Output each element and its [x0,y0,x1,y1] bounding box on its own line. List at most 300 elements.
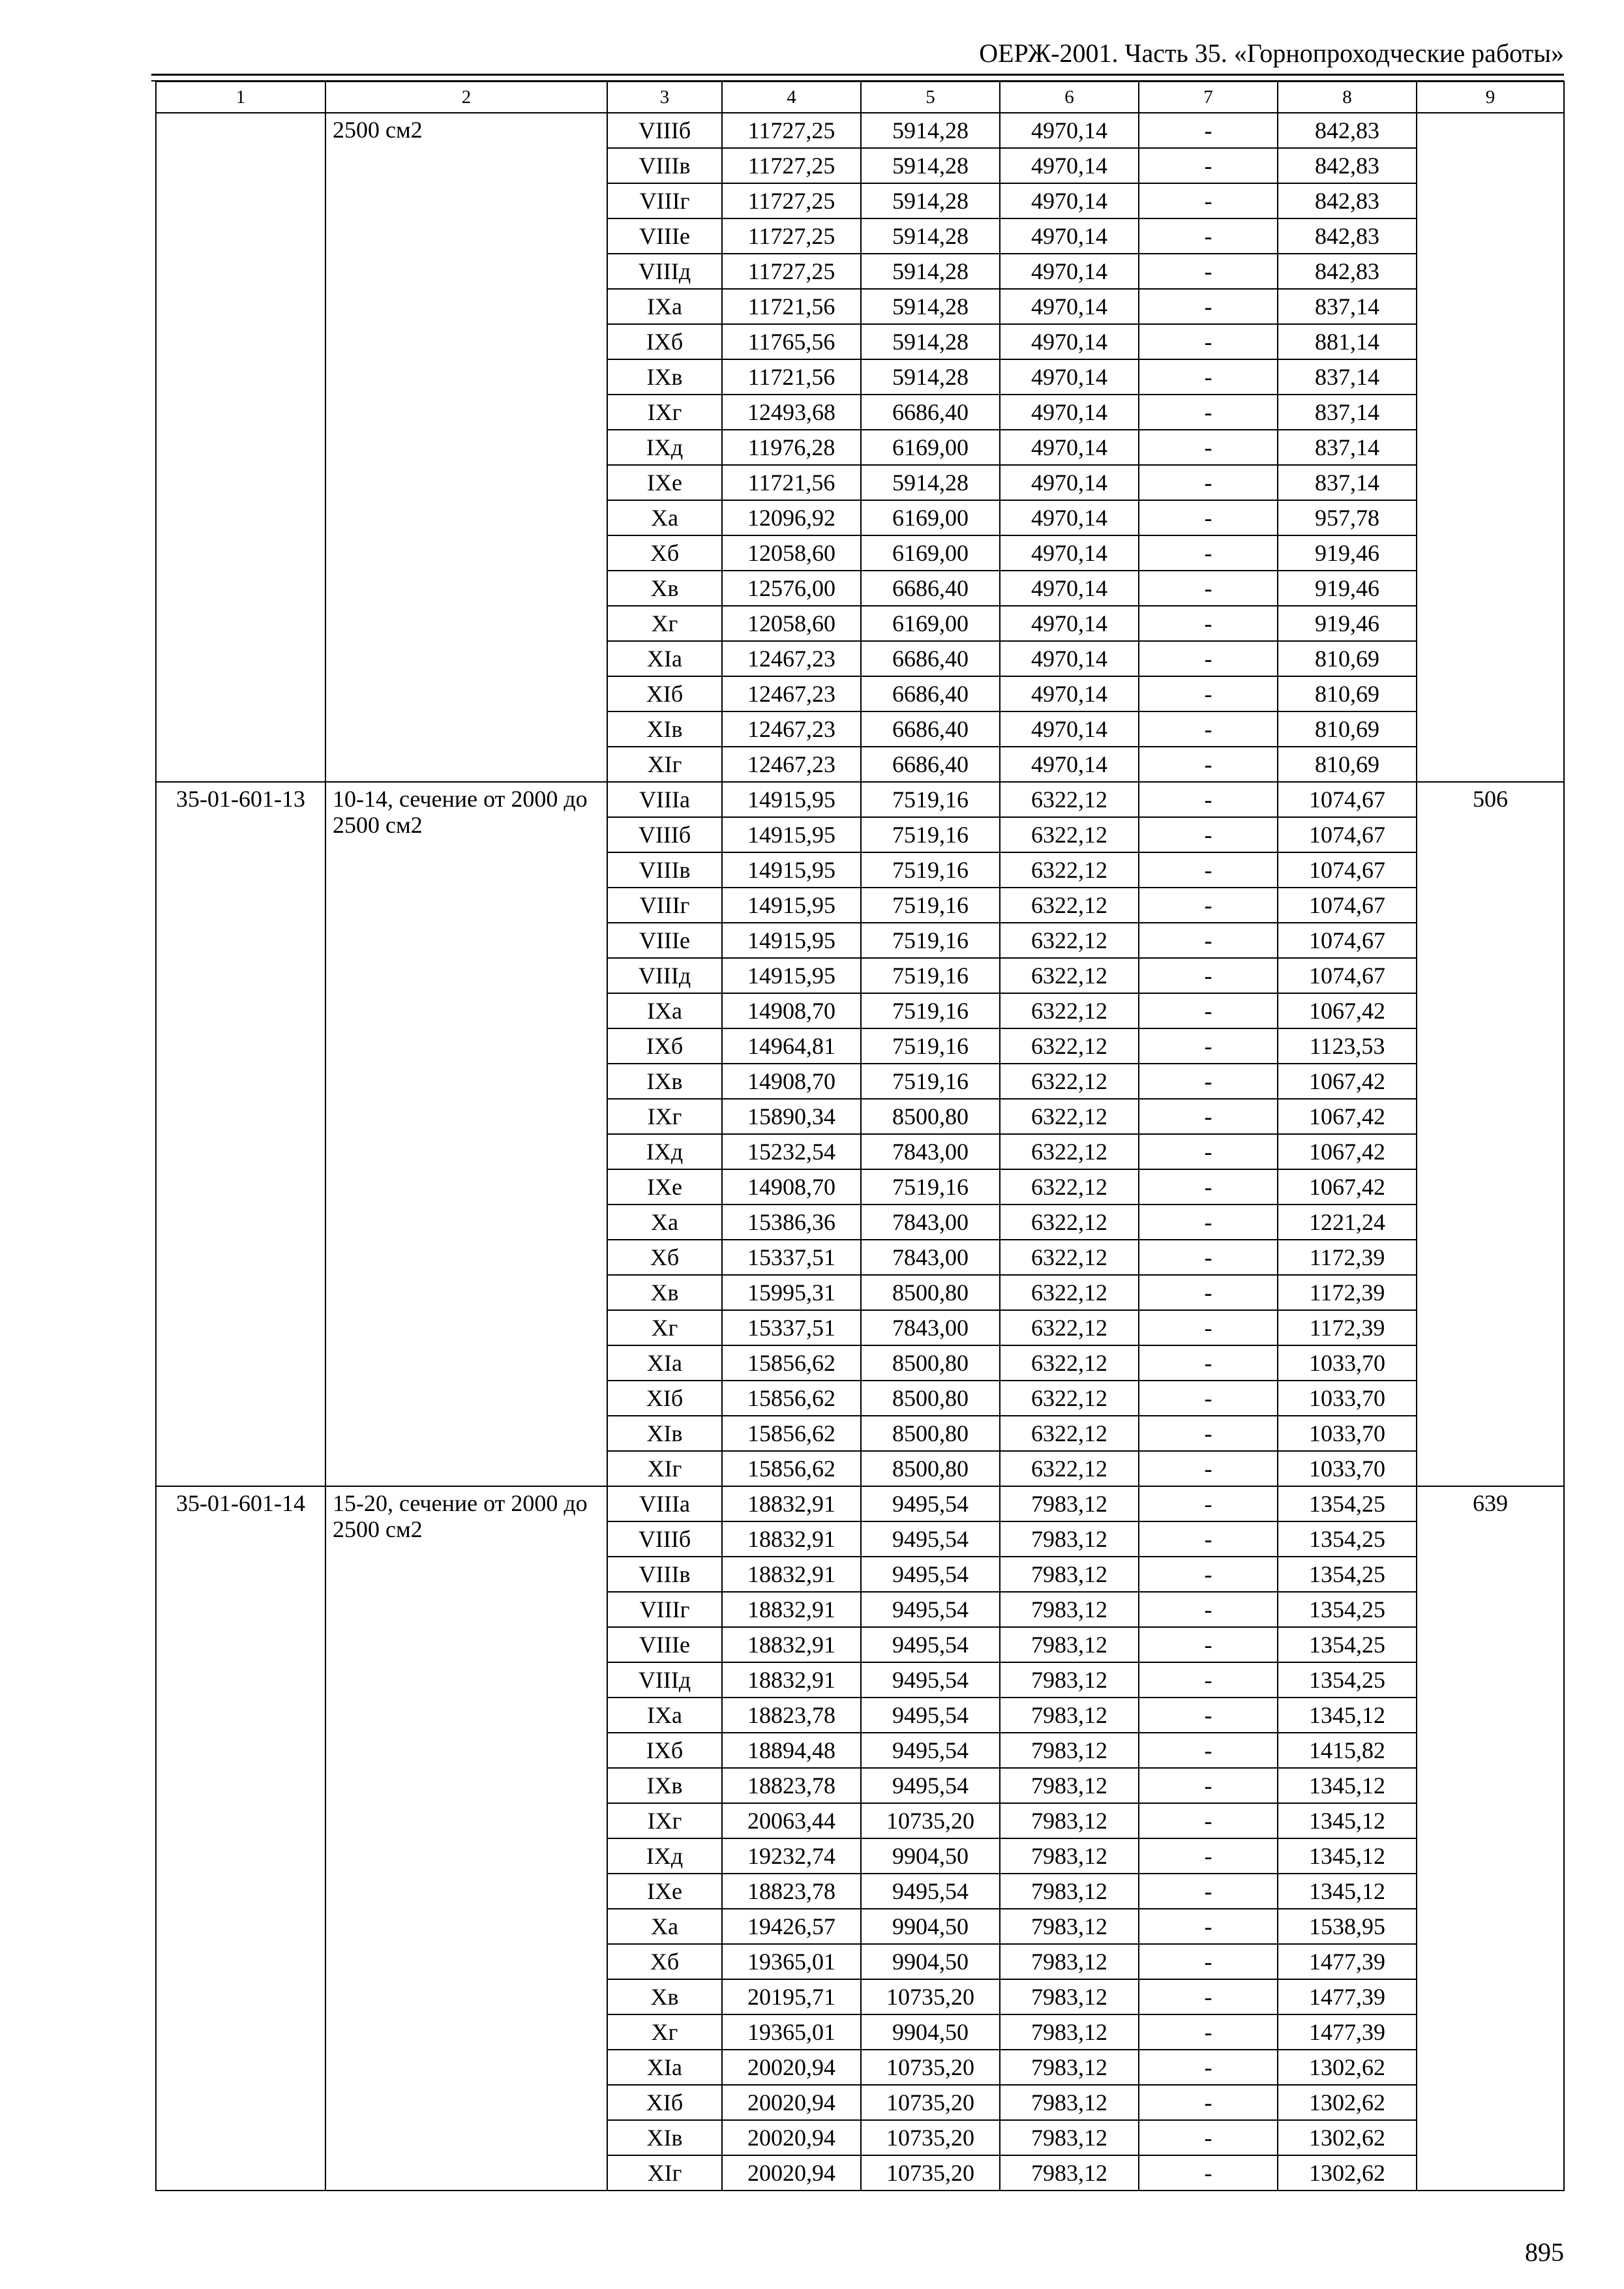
zone-cell: Xа [607,1204,722,1240]
total-cost-cell: 18894,48 [722,1733,861,1768]
total-cost-cell: 15856,62 [722,1416,861,1451]
wages-cell: 8500,80 [861,1275,1000,1310]
total-cost-cell: 15890,34 [722,1099,861,1134]
machine-cost-cell: 6322,12 [1000,1381,1139,1416]
machine-cost-cell: 4970,14 [1000,535,1139,571]
wages-cell: 6686,40 [861,711,1000,747]
column-number: 7 [1139,82,1278,113]
wages-cell: 9904,50 [861,2014,1000,2050]
wages-cell: 7519,16 [861,923,1000,958]
total-cost-cell: 14915,95 [722,782,861,817]
zone-cell: Xв [607,1275,722,1310]
total-cost-cell: 18823,78 [722,1874,861,1909]
driver-wages-cell: - [1139,923,1278,958]
machine-cost-cell: 4970,14 [1000,395,1139,430]
total-cost-cell: 15337,51 [722,1240,861,1275]
total-cost-cell: 18832,91 [722,1592,861,1627]
wages-cell: 5914,28 [861,465,1000,500]
machine-cost-cell: 6322,12 [1000,1064,1139,1099]
total-cost-cell: 12467,23 [722,676,861,711]
driver-wages-cell: - [1139,852,1278,888]
work-description-cell: 10-14, сечение от 2000 до 2500 см2 [325,782,607,1486]
driver-wages-cell: - [1139,1803,1278,1838]
driver-wages-cell: - [1139,2155,1278,2191]
materials-cost-cell: 837,14 [1278,465,1417,500]
zone-cell: XIа [607,1345,722,1381]
total-cost-cell: 12096,92 [722,500,861,535]
column-number: 8 [1278,82,1417,113]
total-cost-cell: 12058,60 [722,606,861,641]
wages-cell: 7843,00 [861,1240,1000,1275]
materials-cost-cell: 1345,12 [1278,1838,1417,1874]
wages-cell: 10735,20 [861,2050,1000,2085]
column-number: 6 [1000,82,1139,113]
wages-cell: 7519,16 [861,1169,1000,1204]
wages-cell: 7843,00 [861,1204,1000,1240]
zone-cell: VIIIг [607,888,722,923]
materials-cost-cell: 957,78 [1278,500,1417,535]
work-description-cell: 15-20, сечение от 2000 до 2500 см2 [325,1486,607,2191]
machine-cost-cell: 4970,14 [1000,641,1139,676]
wages-cell: 5914,28 [861,183,1000,218]
materials-cost-cell: 1033,70 [1278,1416,1417,1451]
zone-cell: XIа [607,641,722,676]
column-number: 5 [861,82,1000,113]
machine-cost-cell: 7983,12 [1000,1979,1139,2014]
machine-cost-cell: 6322,12 [1000,993,1139,1028]
zone-cell: VIIIг [607,183,722,218]
wages-cell: 5914,28 [861,254,1000,289]
machine-cost-cell: 4970,14 [1000,465,1139,500]
wages-cell: 7843,00 [861,1310,1000,1345]
total-cost-cell: 18832,91 [722,1486,861,1521]
driver-wages-cell: - [1139,1451,1278,1486]
wages-cell: 6169,00 [861,606,1000,641]
wages-cell: 6686,40 [861,641,1000,676]
driver-wages-cell: - [1139,183,1278,218]
materials-cost-cell: 1172,39 [1278,1275,1417,1310]
total-cost-cell: 11765,56 [722,324,861,359]
wages-cell: 7519,16 [861,1064,1000,1099]
column-number: 2 [325,82,607,113]
zone-cell: VIIIб [607,1521,722,1557]
zone-cell: IXд [607,1134,722,1169]
wages-cell: 5914,28 [861,113,1000,148]
zone-cell: XIб [607,2085,722,2120]
table-row [156,1486,1564,1521]
page-number: 895 [1525,2237,1564,2267]
materials-cost-cell: 1302,62 [1278,2050,1417,2085]
driver-wages-cell: - [1139,1134,1278,1169]
labor-cost-cell: 506 [1417,782,1564,1486]
wages-cell: 9495,54 [861,1662,1000,1698]
driver-wages-cell: - [1139,1275,1278,1310]
materials-cost-cell: 1074,67 [1278,852,1417,888]
zone-cell: IXе [607,1169,722,1204]
machine-cost-cell: 7983,12 [1000,1909,1139,1944]
materials-cost-cell: 1221,24 [1278,1204,1417,1240]
machine-cost-cell: 7983,12 [1000,1521,1139,1557]
machine-cost-cell: 4970,14 [1000,254,1139,289]
driver-wages-cell: - [1139,571,1278,606]
column-number: 1 [156,82,325,113]
driver-wages-cell: - [1139,747,1278,782]
total-cost-cell: 18832,91 [722,1521,861,1557]
wages-cell: 5914,28 [861,359,1000,395]
table-row [156,782,1564,817]
driver-wages-cell: - [1139,1169,1278,1204]
materials-cost-cell: 919,46 [1278,571,1417,606]
column-number: 4 [722,82,861,113]
driver-wages-cell: - [1139,254,1278,289]
materials-cost-cell: 1538,95 [1278,1909,1417,1944]
wages-cell: 10735,20 [861,2085,1000,2120]
machine-cost-cell: 7983,12 [1000,1662,1139,1698]
zone-cell: XIб [607,1381,722,1416]
driver-wages-cell: - [1139,1521,1278,1557]
zone-cell: Xг [607,606,722,641]
machine-cost-cell: 6322,12 [1000,1310,1139,1345]
materials-cost-cell: 1345,12 [1278,1874,1417,1909]
machine-cost-cell: 6322,12 [1000,1028,1139,1064]
zone-cell: IXа [607,993,722,1028]
zone-cell: VIIIд [607,958,722,993]
total-cost-cell: 15856,62 [722,1451,861,1486]
materials-cost-cell: 1354,25 [1278,1557,1417,1592]
materials-cost-cell: 842,83 [1278,148,1417,183]
machine-cost-cell: 4970,14 [1000,606,1139,641]
machine-cost-cell: 6322,12 [1000,1416,1139,1451]
total-cost-cell: 20063,44 [722,1803,861,1838]
wages-cell: 9495,54 [861,1768,1000,1803]
machine-cost-cell: 4970,14 [1000,500,1139,535]
total-cost-cell: 18823,78 [722,1698,861,1733]
materials-cost-cell: 1074,67 [1278,958,1417,993]
column-number: 3 [607,82,722,113]
total-cost-cell: 14915,95 [722,852,861,888]
driver-wages-cell: - [1139,1768,1278,1803]
machine-cost-cell: 7983,12 [1000,1838,1139,1874]
zone-cell: Xб [607,535,722,571]
materials-cost-cell: 1345,12 [1278,1698,1417,1733]
machine-cost-cell: 7983,12 [1000,1627,1139,1662]
materials-cost-cell: 1074,67 [1278,817,1417,852]
total-cost-cell: 20020,94 [722,2050,861,2085]
zone-cell: VIIIв [607,852,722,888]
driver-wages-cell: - [1139,2014,1278,2050]
total-cost-cell: 12467,23 [722,641,861,676]
driver-wages-cell: - [1139,1557,1278,1592]
total-cost-cell: 15337,51 [722,1310,861,1345]
driver-wages-cell: - [1139,535,1278,571]
total-cost-cell: 15995,31 [722,1275,861,1310]
column-number: 9 [1417,82,1564,113]
total-cost-cell: 14915,95 [722,888,861,923]
materials-cost-cell: 1354,25 [1278,1627,1417,1662]
machine-cost-cell: 7983,12 [1000,1874,1139,1909]
driver-wages-cell: - [1139,1662,1278,1698]
zone-cell: VIIIв [607,1557,722,1592]
materials-cost-cell: 1415,82 [1278,1733,1417,1768]
wages-cell: 7519,16 [861,993,1000,1028]
total-cost-cell: 14915,95 [722,923,861,958]
machine-cost-cell: 7983,12 [1000,2014,1139,2050]
materials-cost-cell: 1067,42 [1278,1099,1417,1134]
machine-cost-cell: 6322,12 [1000,817,1139,852]
total-cost-cell: 18832,91 [722,1627,861,1662]
wages-cell: 7519,16 [861,888,1000,923]
zone-cell: Xв [607,571,722,606]
driver-wages-cell: - [1139,1416,1278,1451]
materials-cost-cell: 1302,62 [1278,2085,1417,2120]
materials-cost-cell: 1302,62 [1278,2155,1417,2191]
zone-cell: Xб [607,1240,722,1275]
driver-wages-cell: - [1139,359,1278,395]
zone-cell: VIIIб [607,113,722,148]
zone-cell: XIв [607,2120,722,2155]
wages-cell: 9495,54 [861,1486,1000,1521]
table-body [156,82,1564,2191]
zone-cell: XIг [607,747,722,782]
materials-cost-cell: 842,83 [1278,183,1417,218]
machine-cost-cell: 6322,12 [1000,1204,1139,1240]
zone-cell: IXд [607,430,722,465]
driver-wages-cell: - [1139,218,1278,254]
total-cost-cell: 11727,25 [722,183,861,218]
total-cost-cell: 14908,70 [722,993,861,1028]
zone-cell: IXг [607,395,722,430]
materials-cost-cell: 1033,70 [1278,1345,1417,1381]
zone-cell: XIв [607,711,722,747]
machine-cost-cell: 7983,12 [1000,1944,1139,1979]
materials-cost-cell: 1033,70 [1278,1451,1417,1486]
materials-cost-cell: 1477,39 [1278,1944,1417,1979]
materials-cost-cell: 1354,25 [1278,1521,1417,1557]
header-rule-thick [151,74,1564,76]
total-cost-cell: 14908,70 [722,1169,861,1204]
table-row [156,113,1564,148]
driver-wages-cell: - [1139,2120,1278,2155]
machine-cost-cell: 6322,12 [1000,1099,1139,1134]
materials-cost-cell: 837,14 [1278,430,1417,465]
wages-cell: 10735,20 [861,2155,1000,2191]
machine-cost-cell: 4970,14 [1000,218,1139,254]
wages-cell: 6169,00 [861,500,1000,535]
total-cost-cell: 20020,94 [722,2120,861,2155]
zone-cell: IXб [607,1733,722,1768]
total-cost-cell: 11721,56 [722,359,861,395]
driver-wages-cell: - [1139,1979,1278,2014]
driver-wages-cell: - [1139,1874,1278,1909]
total-cost-cell: 19365,01 [722,1944,861,1979]
machine-cost-cell: 7983,12 [1000,1592,1139,1627]
total-cost-cell: 12058,60 [722,535,861,571]
total-cost-cell: 14915,95 [722,817,861,852]
driver-wages-cell: - [1139,395,1278,430]
total-cost-cell: 11721,56 [722,289,861,324]
driver-wages-cell: - [1139,465,1278,500]
total-cost-cell: 14964,81 [722,1028,861,1064]
driver-wages-cell: - [1139,1627,1278,1662]
wages-cell: 7519,16 [861,817,1000,852]
materials-cost-cell: 1345,12 [1278,1768,1417,1803]
materials-cost-cell: 842,83 [1278,254,1417,289]
materials-cost-cell: 1067,42 [1278,1169,1417,1204]
driver-wages-cell: - [1139,1698,1278,1733]
total-cost-cell: 20195,71 [722,1979,861,2014]
zone-cell: IXб [607,1028,722,1064]
machine-cost-cell: 6322,12 [1000,1240,1139,1275]
total-cost-cell: 11727,25 [722,148,861,183]
work-description-cell: 2500 см2 [325,113,607,782]
materials-cost-cell: 919,46 [1278,606,1417,641]
zone-cell: VIIIе [607,1627,722,1662]
driver-wages-cell: - [1139,1733,1278,1768]
zone-cell: VIIIд [607,1662,722,1698]
rate-code-cell: 35-01-601-14 [156,1486,325,2191]
wages-cell: 9495,54 [861,1557,1000,1592]
machine-cost-cell: 7983,12 [1000,2085,1139,2120]
total-cost-cell: 15386,36 [722,1204,861,1240]
total-cost-cell: 19232,74 [722,1838,861,1874]
zone-cell: Xа [607,1909,722,1944]
materials-cost-cell: 919,46 [1278,535,1417,571]
total-cost-cell: 11721,56 [722,465,861,500]
total-cost-cell: 11727,25 [722,113,861,148]
materials-cost-cell: 1033,70 [1278,1381,1417,1416]
wages-cell: 10735,20 [861,1803,1000,1838]
driver-wages-cell: - [1139,1909,1278,1944]
wages-cell: 10735,20 [861,2120,1000,2155]
driver-wages-cell: - [1139,1592,1278,1627]
driver-wages-cell: - [1139,2085,1278,2120]
driver-wages-cell: - [1139,993,1278,1028]
zone-cell: XIв [607,1416,722,1451]
zone-cell: Xв [607,1979,722,2014]
driver-wages-cell: - [1139,1204,1278,1240]
zone-cell: IXб [607,324,722,359]
machine-cost-cell: 4970,14 [1000,359,1139,395]
total-cost-cell: 11727,25 [722,254,861,289]
wages-cell: 5914,28 [861,148,1000,183]
zone-cell: XIа [607,2050,722,2085]
materials-cost-cell: 837,14 [1278,289,1417,324]
driver-wages-cell: - [1139,1345,1278,1381]
wages-cell: 9495,54 [861,1698,1000,1733]
machine-cost-cell: 4970,14 [1000,676,1139,711]
total-cost-cell: 18832,91 [722,1662,861,1698]
materials-cost-cell: 1123,53 [1278,1028,1417,1064]
zone-cell: VIIIд [607,254,722,289]
machine-cost-cell: 7983,12 [1000,1486,1139,1521]
driver-wages-cell: - [1139,430,1278,465]
zone-cell: IXе [607,465,722,500]
wages-cell: 6169,00 [861,535,1000,571]
driver-wages-cell: - [1139,289,1278,324]
machine-cost-cell: 4970,14 [1000,324,1139,359]
machine-cost-cell: 7983,12 [1000,1803,1139,1838]
machine-cost-cell: 4970,14 [1000,747,1139,782]
materials-cost-cell: 842,83 [1278,218,1417,254]
materials-cost-cell: 881,14 [1278,324,1417,359]
wages-cell: 9495,54 [861,1733,1000,1768]
driver-wages-cell: - [1139,606,1278,641]
machine-cost-cell: 4970,14 [1000,183,1139,218]
machine-cost-cell: 7983,12 [1000,1698,1139,1733]
zone-cell: IXа [607,289,722,324]
materials-cost-cell: 1477,39 [1278,1979,1417,2014]
zone-cell: VIIIа [607,782,722,817]
driver-wages-cell: - [1139,817,1278,852]
total-cost-cell: 12467,23 [722,711,861,747]
materials-cost-cell: 1067,42 [1278,1064,1417,1099]
zone-cell: IXв [607,1768,722,1803]
rate-code-cell [156,113,325,782]
materials-cost-cell: 1172,39 [1278,1310,1417,1345]
wages-cell: 8500,80 [861,1381,1000,1416]
zone-cell: Xа [607,500,722,535]
machine-cost-cell: 4970,14 [1000,430,1139,465]
total-cost-cell: 15856,62 [722,1345,861,1381]
zone-cell: XIб [607,676,722,711]
driver-wages-cell: - [1139,641,1278,676]
total-cost-cell: 11727,25 [722,218,861,254]
wages-cell: 9904,50 [861,1909,1000,1944]
total-cost-cell: 20020,94 [722,2085,861,2120]
machine-cost-cell: 6322,12 [1000,1345,1139,1381]
machine-cost-cell: 6322,12 [1000,923,1139,958]
materials-cost-cell: 837,14 [1278,395,1417,430]
zone-cell: IXд [607,1838,722,1874]
machine-cost-cell: 7983,12 [1000,2155,1139,2191]
zone-cell: XIг [607,1451,722,1486]
driver-wages-cell: - [1139,1310,1278,1345]
materials-cost-cell: 810,69 [1278,676,1417,711]
rate-code-cell: 35-01-601-13 [156,782,325,1486]
labor-cost-cell [1417,113,1564,782]
total-cost-cell: 14915,95 [722,958,861,993]
wages-cell: 9495,54 [861,1874,1000,1909]
wages-cell: 7519,16 [861,782,1000,817]
machine-cost-cell: 6322,12 [1000,852,1139,888]
zone-cell: Xг [607,1310,722,1345]
materials-cost-cell: 1067,42 [1278,993,1417,1028]
wages-cell: 7519,16 [861,852,1000,888]
column-number-row [156,82,1564,113]
wages-cell: 9495,54 [861,1521,1000,1557]
rates-table [155,81,1565,2191]
driver-wages-cell: - [1139,1486,1278,1521]
total-cost-cell: 19365,01 [722,2014,861,2050]
driver-wages-cell: - [1139,2050,1278,2085]
materials-cost-cell: 1354,25 [1278,1592,1417,1627]
materials-cost-cell: 1345,12 [1278,1803,1417,1838]
wages-cell: 8500,80 [861,1416,1000,1451]
machine-cost-cell: 6322,12 [1000,1275,1139,1310]
machine-cost-cell: 7983,12 [1000,2120,1139,2155]
zone-cell: IXв [607,359,722,395]
machine-cost-cell: 7983,12 [1000,2050,1139,2085]
total-cost-cell: 12493,68 [722,395,861,430]
wages-cell: 5914,28 [861,324,1000,359]
machine-cost-cell: 7983,12 [1000,1733,1139,1768]
machine-cost-cell: 4970,14 [1000,571,1139,606]
wages-cell: 8500,80 [861,1345,1000,1381]
wages-cell: 8500,80 [861,1451,1000,1486]
materials-cost-cell: 1067,42 [1278,1134,1417,1169]
materials-cost-cell: 810,69 [1278,711,1417,747]
zone-cell: VIIIв [607,148,722,183]
